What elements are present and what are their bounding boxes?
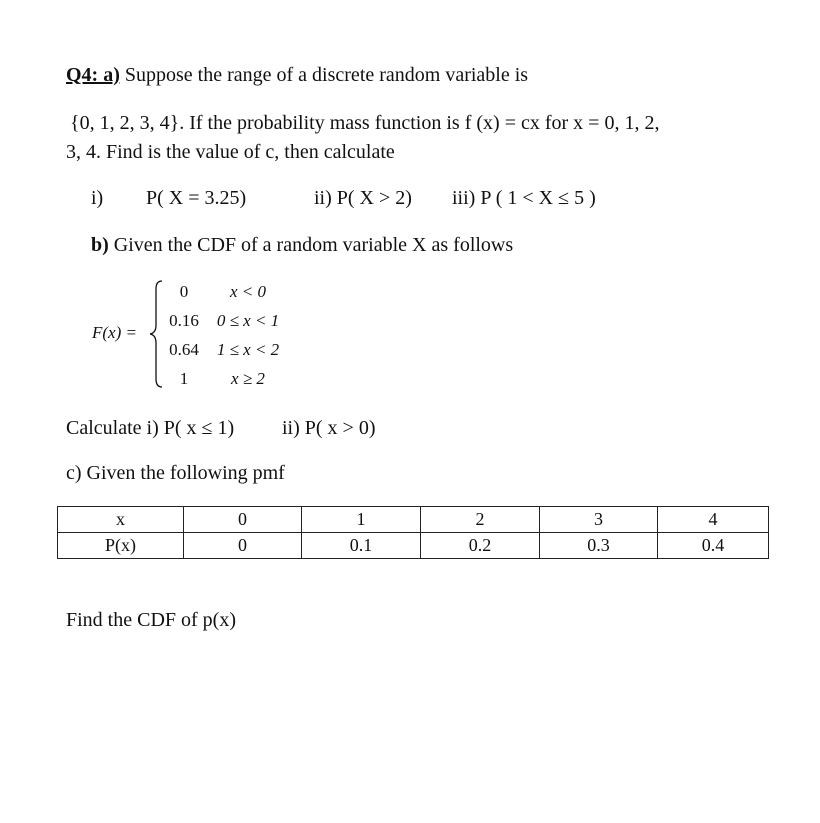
calc-part-ii: ii) P( x > 0) <box>282 417 376 439</box>
pmf-cell: 0.1 <box>302 533 421 559</box>
q4-line2: {0, 1, 2, 3, 4}. If the probability mass function is f (x) = cx for x = 0, 1, 2, <box>70 112 660 134</box>
calc-part-i: Calculate i) P( x ≤ 1) <box>66 417 235 439</box>
pmf-cell: 0.4 <box>658 533 769 559</box>
c-heading: c) Given the following pmf <box>66 462 285 484</box>
q4-line3: 3, 4. Find is the value of c, then calculate <box>66 141 395 163</box>
cdf-piece-value: 0.64 <box>169 340 199 359</box>
pmf-row-p <box>58 533 769 559</box>
q4-intro: Suppose the range of a discrete random variable is <box>124 64 529 86</box>
pmf-cell: 0 <box>184 507 302 533</box>
cdf-piece-condition: x < 0 <box>229 282 267 301</box>
pmf-cell: P(x) <box>58 533 184 559</box>
c-find-cdf: Find the CDF of p(x) <box>66 609 236 631</box>
pmf-cell: 1 <box>302 507 421 533</box>
pmf-cell: 0.3 <box>540 533 658 559</box>
pmf-row-x <box>58 507 769 533</box>
pmf-cell: 0.2 <box>421 533 540 559</box>
q4-label: Q4: a) <box>66 64 120 86</box>
cdf-piece-condition: x ≥ 2 <box>231 369 265 388</box>
cdf-piece-condition: 0 ≤ x < 1 <box>216 311 280 330</box>
pmf-table <box>57 506 769 559</box>
b-label: b) <box>91 234 109 256</box>
cdf-piece-value: 1 <box>179 369 189 388</box>
cdf-piece-condition: 1 ≤ x < 2 <box>216 340 280 359</box>
cdf-piece-value: 0.16 <box>169 311 199 330</box>
pmf-cell: 0 <box>184 533 302 559</box>
cdf-function-label: F(x) = <box>92 323 137 342</box>
b-heading <box>91 234 513 257</box>
pmf-cell: 2 <box>421 507 540 533</box>
q4-heading <box>66 64 528 87</box>
cdf-piece-value: 0 <box>179 282 189 301</box>
part-i-expr: P( X = 3.25) <box>146 187 247 209</box>
part-iii-expr: iii) P ( 1 < X ≤ 5 ) <box>452 187 596 209</box>
part-ii-expr: ii) P( X > 2) <box>314 187 412 209</box>
pmf-cell: 4 <box>658 507 769 533</box>
part-i-label: i) <box>91 187 104 209</box>
pmf-cell: 3 <box>540 507 658 533</box>
b-text: Given the CDF of a random variable X as follows <box>113 234 514 256</box>
pmf-cell: x <box>58 507 184 533</box>
